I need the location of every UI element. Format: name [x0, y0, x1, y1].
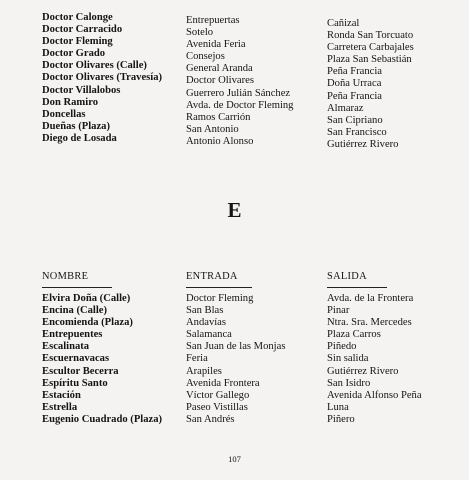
- street-name: Escalinata: [42, 341, 90, 353]
- header-entrada: ENTRADA: [186, 271, 238, 282]
- salida-street: Pinar: [327, 305, 350, 317]
- entrada-street: Víctor Gallego: [186, 389, 250, 401]
- salida-street: Doña Urraca: [327, 78, 382, 90]
- entrada-street: Sotelo: [186, 27, 214, 39]
- salida-street: San Isidro: [327, 377, 371, 389]
- salida-street: Ntra. Sra. Mercedes: [327, 317, 412, 329]
- entrada-street: Antonio Alonso: [186, 135, 254, 147]
- top-entrada-column: [186, 15, 293, 148]
- street-name: Eugenio Cuadrado (Plaza): [42, 413, 163, 425]
- salida-street: San Cipriano: [327, 114, 383, 126]
- entrada-street: Avenida Frontera: [186, 377, 260, 389]
- page-number: 107: [228, 454, 241, 464]
- street-name: Doctor Olivares (Calle): [42, 60, 147, 72]
- salida-street: Peña Francia: [327, 90, 383, 102]
- entrada-street: Entrepuertas: [186, 15, 240, 26]
- street-name: Estación: [42, 389, 81, 401]
- entrada-street: General Aranda: [186, 63, 253, 75]
- salida-street: Gutiérrez Rivero: [327, 138, 399, 150]
- salida-street: Plaza Carros: [327, 329, 381, 341]
- salida-street: Luna: [327, 401, 349, 413]
- street-name: Dueñas (Plaza): [42, 120, 110, 132]
- bottom-entrada-column: [186, 293, 285, 426]
- street-name: Estrella: [42, 401, 78, 413]
- salida-street: Piñero: [327, 413, 355, 425]
- entrada-street: Feria: [186, 353, 208, 365]
- header-rule-nombre: [42, 287, 112, 288]
- entrada-street: Guerrero Julián Sánchez: [186, 87, 291, 99]
- salida-street: Avda. de la Frontera: [327, 293, 414, 304]
- entrada-street: Paseo Vistillas: [186, 401, 248, 413]
- street-name: Entrepuentes: [42, 329, 103, 341]
- entrada-street: Doctor Olivares: [186, 75, 254, 87]
- street-name: Encina (Calle): [42, 305, 108, 317]
- street-name: Doctor Olivares (Travesía): [42, 72, 163, 84]
- salida-street: Carretera Carbajales: [327, 42, 414, 54]
- section-letter: E: [227, 198, 242, 222]
- street-name: Doctor Villalobos: [42, 84, 121, 96]
- street-name: Doncellas: [42, 108, 86, 120]
- header-rule-salida: [327, 287, 387, 288]
- entrada-street: Consejos: [186, 51, 225, 63]
- street-name: Don Ramiro: [42, 96, 99, 108]
- entrada-street: San Blas: [186, 305, 224, 317]
- street-name: Doctor Grado: [42, 48, 106, 60]
- salida-street: Plaza San Sebastián: [327, 54, 412, 66]
- salida-street: Sin salida: [327, 353, 369, 365]
- street-name: Elvira Doña (Calle): [42, 293, 131, 304]
- salida-street: Almaraz: [327, 102, 364, 114]
- salida-street: Gutiérrez Rivero: [327, 365, 399, 377]
- entrada-street: Doctor Fleming: [186, 293, 254, 304]
- top-nombre-column: [42, 12, 162, 145]
- entrada-street: Avenida Feria: [186, 39, 246, 51]
- entrada-street: San Andrés: [186, 413, 235, 425]
- bottom-nombre-column: [42, 293, 162, 426]
- entrada-street: Andavías: [186, 317, 227, 329]
- street-name: Encomienda (Plaza): [42, 317, 133, 329]
- salida-street: Ronda San Torcuato: [327, 30, 414, 42]
- salida-street: Piñedo: [327, 341, 357, 353]
- header-rule-entrada: [186, 287, 252, 288]
- entrada-street: San Antonio: [186, 123, 239, 135]
- entrada-street: Ramos Carrión: [186, 111, 251, 123]
- entrada-street: Salamanca: [186, 329, 232, 341]
- salida-street: Cañizal: [327, 18, 360, 29]
- street-name: Espíritu Santo: [42, 377, 108, 389]
- header-salida: SALIDA: [327, 271, 367, 282]
- top-salida-column: [327, 18, 414, 151]
- street-name: Doctor Calonge: [42, 12, 113, 23]
- header-nombre: NOMBRE: [42, 271, 89, 282]
- salida-street: San Francisco: [327, 126, 387, 138]
- street-name: Escultor Becerra: [42, 365, 119, 377]
- street-name: Escuernavacas: [42, 353, 110, 365]
- entrada-street: Arapiles: [186, 365, 222, 377]
- bottom-salida-column: [327, 293, 422, 426]
- street-name: Diego de Losada: [42, 132, 117, 144]
- salida-street: Avenida Alfonso Peña: [327, 389, 422, 401]
- entrada-street: Avda. de Doctor Fleming: [186, 99, 294, 111]
- street-name: Doctor Carracido: [42, 24, 123, 36]
- street-name: Doctor Fleming: [42, 36, 113, 48]
- salida-street: Peña Francia: [327, 66, 383, 78]
- entrada-street: San Juan de las Monjas: [186, 341, 286, 353]
